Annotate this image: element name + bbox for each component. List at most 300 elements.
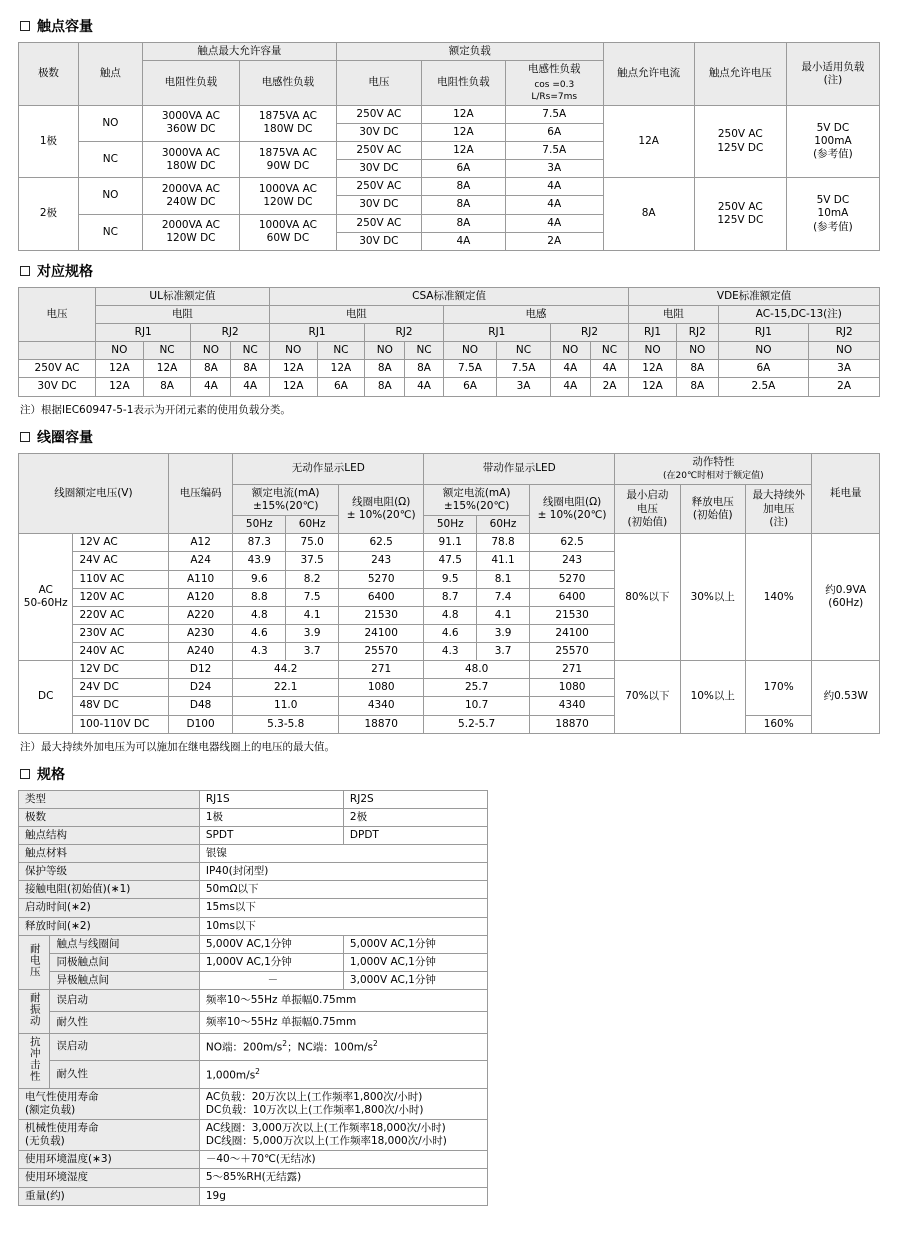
cell-dc-current-led: 10.7	[424, 697, 530, 715]
cell-voltage: 250V AC	[336, 105, 421, 123]
table-row	[19, 178, 880, 196]
cell-value: 12A	[143, 360, 191, 378]
th-no: NO	[365, 342, 405, 360]
th-with-led: 带动作显示LED	[424, 453, 615, 484]
cell-w60: 8.1	[477, 570, 530, 588]
table-header-row	[19, 453, 880, 484]
cell-code: D48	[168, 697, 233, 715]
cell-value: 8A	[365, 378, 405, 396]
cell-inductive: 7.5A	[505, 105, 603, 123]
cell-wres: 271	[529, 661, 614, 679]
spec-value-a: －40〜＋70℃(无结冰)	[199, 1151, 487, 1169]
cell-w60: 78.8	[477, 534, 530, 552]
table-row	[19, 105, 880, 123]
cell-value: 4A	[550, 360, 590, 378]
cell-value: 4A	[405, 378, 443, 396]
section-title-contact-capacity	[20, 16, 882, 36]
table-row	[19, 899, 488, 917]
table-row	[19, 990, 488, 1012]
th-poles: 极数	[19, 43, 79, 106]
spec-label: 电气性使用寿命 (额定负载)	[19, 1088, 200, 1119]
spec-label: 耐久性	[50, 1011, 199, 1033]
th-coil-resistance: 线圈电阻(Ω) ± 10%(20℃)	[529, 484, 614, 533]
spec-value-a: 银镍	[199, 845, 487, 863]
th-min-start-voltage: 最小启动 电压 (初始值)	[615, 484, 680, 533]
table-row	[19, 715, 880, 733]
spec-value-a: 5〜85%RH(无结露)	[199, 1169, 487, 1187]
cell-w60: 41.1	[477, 552, 530, 570]
spec-label: 误启动	[50, 1033, 199, 1061]
cell-nres: 18870	[339, 715, 424, 733]
cell-ind-va: 1875VA AC 180W DC	[239, 105, 336, 141]
cell-voltage: 24V AC	[73, 552, 168, 570]
cell-dc-current: 22.1	[233, 679, 339, 697]
cell-power: 约0.9VA (60Hz)	[812, 534, 880, 661]
cell-w60: 4.1	[477, 606, 530, 624]
th-no: NO	[718, 342, 809, 360]
cell-wres: 62.5	[529, 534, 614, 552]
cell-pole: 2极	[19, 178, 79, 251]
cell-code: A24	[168, 552, 233, 570]
th-50hz: 50Hz	[424, 516, 477, 534]
spec-value-a: －	[199, 971, 343, 989]
th-rj2: RJ2	[676, 324, 718, 342]
th-allow-current: 触点允许电流	[603, 43, 694, 106]
section-title-coil	[20, 427, 882, 447]
th-rj1: RJ1	[718, 324, 809, 342]
cell-value: 12A	[629, 378, 677, 396]
table-row	[19, 360, 880, 378]
table-header-row	[19, 305, 880, 323]
th-rj2: RJ2	[365, 324, 443, 342]
th-operate-label: 动作特性	[692, 455, 735, 468]
bullet-square-icon	[20, 21, 30, 31]
cell-wres: 4340	[529, 697, 614, 715]
cell-dc-current-led: 5.2-5.7	[424, 715, 530, 733]
cell-voltage: 30V DC	[336, 232, 421, 250]
cell-code: A230	[168, 624, 233, 642]
th-rj2: RJ2	[191, 324, 269, 342]
cell-inductive: 3A	[505, 160, 603, 178]
cell-release: 30%以上	[680, 534, 745, 661]
spec-value-b: DPDT	[343, 826, 487, 844]
spec-group-text: 耐电压	[28, 943, 41, 978]
cell-value: 3A	[497, 378, 551, 396]
table-row	[19, 935, 488, 953]
cell-nres: 271	[339, 661, 424, 679]
th-min-load-note: (注)	[823, 73, 843, 86]
cell-n60: 75.0	[286, 534, 339, 552]
cell-max-cont: 140%	[745, 534, 812, 661]
cell-w50: 8.7	[424, 588, 477, 606]
bullet-square-icon	[20, 266, 30, 276]
th-power: 耗电量	[812, 453, 880, 534]
th-operate-sub: (在20℃时相对于额定值)	[663, 470, 764, 481]
cell-nres: 62.5	[339, 534, 424, 552]
table-row	[19, 881, 488, 899]
cell-inductive: 6A	[505, 123, 603, 141]
spec-label: 类型	[19, 790, 200, 808]
section-title-spec	[20, 764, 882, 784]
cell-resistive: 8A	[421, 214, 505, 232]
th-operate-characteristics	[615, 453, 812, 484]
cell-voltage: 24V DC	[73, 679, 168, 697]
cell-value: 12A	[317, 360, 365, 378]
th-contact: 触点	[78, 43, 142, 106]
cell-dc-current-led: 48.0	[424, 661, 530, 679]
cell-code: A220	[168, 606, 233, 624]
th-rated-load: 额定负载	[336, 43, 603, 61]
cell-dc-current: 11.0	[233, 697, 339, 715]
cell-nres: 1080	[339, 679, 424, 697]
th-vde: VDE标准额定值	[629, 287, 880, 305]
cell-dc-current-led: 25.7	[424, 679, 530, 697]
th-no: NO	[96, 342, 144, 360]
cell-n60: 3.9	[286, 624, 339, 642]
cell-voltage: 230V AC	[73, 624, 168, 642]
cell-ind-va: 1000VA AC 120W DC	[239, 178, 336, 214]
cell-resistive: 8A	[421, 196, 505, 214]
spec-group-label	[19, 1033, 50, 1088]
spec-value-a: 50mΩ以下	[199, 881, 487, 899]
cell-res-va: 3000VA AC 180W DC	[142, 142, 239, 178]
cell-ind-va: 1000VA AC 60W DC	[239, 214, 336, 250]
cell-wres: 1080	[529, 679, 614, 697]
th-nc: NC	[143, 342, 191, 360]
cell-wres: 5270	[529, 570, 614, 588]
table-row	[19, 790, 488, 808]
cell-voltage: 12V DC	[73, 661, 168, 679]
cell-nres: 4340	[339, 697, 424, 715]
cell-res-va: 2000VA AC 120W DC	[142, 214, 239, 250]
spec-value-b: 3,000V AC,1分钟	[343, 971, 487, 989]
cell-value: 6A	[443, 378, 497, 396]
table-row	[19, 661, 880, 679]
cell-voltage: 120V AC	[73, 588, 168, 606]
table-row	[19, 808, 488, 826]
th-inductive-sub: cos =0.3 L/Rs=7ms	[505, 78, 603, 105]
cell-nres: 6400	[339, 588, 424, 606]
th-no: NO	[629, 342, 677, 360]
cell-n60: 8.2	[286, 570, 339, 588]
cell-voltage: 220V AC	[73, 606, 168, 624]
spec-label: 机械性使用寿命 (无负载)	[19, 1120, 200, 1151]
cell-power: 约0.53W	[812, 661, 880, 734]
th-ul: UL标准额定值	[96, 287, 270, 305]
table-row	[19, 971, 488, 989]
cell-value: 4A	[231, 378, 269, 396]
th-nc: NC	[497, 342, 551, 360]
spec-value-a: 5,000V AC,1分钟	[199, 935, 343, 953]
table-row	[19, 1061, 488, 1089]
cell-allow-voltage: 250V AC 125V DC	[694, 178, 786, 251]
cell-contact: NC	[78, 214, 142, 250]
cell-resistive: 12A	[421, 123, 505, 141]
table-header-row	[19, 324, 880, 342]
spec-value-a: $1,000m/s^2$	[199, 1061, 487, 1089]
cell-w60: 7.4	[477, 588, 530, 606]
th-nc: NC	[590, 342, 628, 360]
bullet-square-icon	[20, 432, 30, 442]
cell-n50: 4.8	[233, 606, 286, 624]
cell-w50: 4.3	[424, 643, 477, 661]
table-row	[19, 917, 488, 935]
table-row	[19, 845, 488, 863]
cell-allow-current: 8A	[603, 178, 694, 251]
cell-code: D100	[168, 715, 233, 733]
cell-value: 2A	[809, 378, 880, 396]
th-rj1: RJ1	[269, 324, 364, 342]
bullet-square-icon	[20, 769, 30, 779]
th-release-voltage: 释放电压 (初始值)	[680, 484, 745, 533]
spec-label: 异极触点间	[50, 971, 199, 989]
cell-value: 8A	[676, 360, 718, 378]
cell-voltage: 250V AC	[19, 360, 96, 378]
spec-value-b: 1,000V AC,1分钟	[343, 953, 487, 971]
cell-allow-current: 12A	[603, 105, 694, 178]
cell-n60: 7.5	[286, 588, 339, 606]
spec-value-b: RJ2S	[343, 790, 487, 808]
cell-min-load: 5V DC 10mA (参考值)	[786, 178, 879, 251]
th-rj1: RJ1	[443, 324, 550, 342]
th-no: NO	[269, 342, 317, 360]
th-no: NO	[191, 342, 231, 360]
cell-value: 12A	[96, 378, 144, 396]
th-no: NO	[809, 342, 880, 360]
cell-wres: 6400	[529, 588, 614, 606]
spec-label: 触点材料	[19, 845, 200, 863]
cell-w50: 4.8	[424, 606, 477, 624]
cell-inductive: 4A	[505, 196, 603, 214]
cell-voltage: 30V DC	[336, 123, 421, 141]
cell-allow-voltage: 250V AC 125V DC	[694, 105, 786, 178]
spec-value-a: AC线圈：3,000万次以上(工作频率18,000次/小时) DC线圈：5,000万次以上(工作频率18,000次/小时)	[199, 1120, 487, 1151]
spec-group-label	[19, 935, 50, 989]
spec-table	[18, 790, 488, 1206]
cell-w50: 47.5	[424, 552, 477, 570]
cell-pole: 1极	[19, 105, 79, 178]
cell-value: 6A	[317, 378, 365, 396]
spec-value-b: 5,000V AC,1分钟	[343, 935, 487, 953]
cell-res-va: 3000VA AC 360W DC	[142, 105, 239, 141]
cell-code: D12	[168, 661, 233, 679]
cell-code: A120	[168, 588, 233, 606]
cell-code: D24	[168, 679, 233, 697]
cell-inductive: 4A	[505, 178, 603, 196]
th-no: NO	[676, 342, 718, 360]
standards-note: 注）根据IEC60947-5-1表示为开闭元素的使用负载分类。	[20, 403, 291, 416]
cell-wres: 18870	[529, 715, 614, 733]
th-vde-resistance: 电阻	[629, 305, 718, 323]
spec-label: 同极触点间	[50, 953, 199, 971]
th-rj1: RJ1	[629, 324, 677, 342]
th-inductive: 电感性负载	[505, 61, 603, 79]
cell-nres: 243	[339, 552, 424, 570]
th-csa-resistance: 电阻	[269, 305, 443, 323]
table-row	[19, 1187, 488, 1205]
cell-value: 12A	[269, 378, 317, 396]
table-row	[19, 1169, 488, 1187]
cell-resistive: 12A	[421, 105, 505, 123]
cell-max-cont: 170%	[745, 661, 812, 715]
cell-voltage: 250V AC	[336, 178, 421, 196]
th-coil-resistance: 线圈电阻(Ω) ± 10%(20℃)	[339, 484, 424, 533]
contact-capacity-table	[18, 42, 880, 251]
cell-n50: 8.8	[233, 588, 286, 606]
cell-n60: 3.7	[286, 643, 339, 661]
cell-w60: 3.9	[477, 624, 530, 642]
cell-inductive: 7.5A	[505, 142, 603, 160]
cell-release: 10%以上	[680, 661, 745, 734]
cell-code: A12	[168, 534, 233, 552]
th-voltage: 电压	[19, 287, 96, 341]
th-resistive-va: 电阻性负载	[142, 61, 239, 106]
spec-value-a: 1,000V AC,1分钟	[199, 953, 343, 971]
spec-value-a: 10ms以下	[199, 917, 487, 935]
th-nc: NC	[405, 342, 443, 360]
cell-value: 8A	[143, 378, 191, 396]
cell-dc-current: 44.2	[233, 661, 339, 679]
cell-voltage: 250V AC	[336, 214, 421, 232]
spec-label: 使用环境湿度	[19, 1169, 200, 1187]
spec-value-a: 频率10〜55Hz 单振幅0.75mm	[199, 990, 487, 1012]
cell-min-start: 80%以下	[615, 534, 680, 661]
th-resistive: 电阻性负载	[421, 61, 505, 106]
spec-label: 触点结构	[19, 826, 200, 844]
cell-nres: 5270	[339, 570, 424, 588]
cell-value: 7.5A	[443, 360, 497, 378]
spec-value-b: 2极	[343, 808, 487, 826]
cell-min-load: 5V DC 100mA (参考值)	[786, 105, 879, 178]
table-row	[19, 378, 880, 396]
cell-value: 12A	[96, 360, 144, 378]
cell-contact: NC	[78, 142, 142, 178]
cell-group-ac: AC 50-60Hz	[19, 534, 73, 661]
th-rj1: RJ1	[96, 324, 191, 342]
cell-n60: 4.1	[286, 606, 339, 624]
section-title-text: 线圈容量	[37, 429, 93, 446]
th-rated-current: 额定电流(mA) ±15%(20℃)	[233, 484, 339, 515]
table-row	[19, 1120, 488, 1151]
cell-resistive: 12A	[421, 142, 505, 160]
cell-wres: 21530	[529, 606, 614, 624]
cell-wres: 243	[529, 552, 614, 570]
table-row	[19, 1011, 488, 1033]
spec-label: 保护等级	[19, 863, 200, 881]
th-vde-ac15: AC-15,DC-13(注)	[718, 305, 879, 323]
th-allow-voltage: 触点允许电压	[694, 43, 786, 106]
cell-wres: 25570	[529, 643, 614, 661]
table-row	[19, 863, 488, 881]
th-csa-inductance: 电感	[443, 305, 628, 323]
th-coil-rated-voltage: 线圈额定电压(V)	[19, 453, 169, 534]
th-inductive-va: 电感性负载	[239, 61, 336, 106]
table-row	[19, 953, 488, 971]
th-voltage: 电压	[336, 61, 421, 106]
th-50hz: 50Hz	[233, 516, 286, 534]
th-60hz: 60Hz	[477, 516, 530, 534]
th-nc: NC	[231, 342, 269, 360]
cell-value: 7.5A	[497, 360, 551, 378]
cell-voltage: 12V AC	[73, 534, 168, 552]
spec-value-a: 1极	[199, 808, 343, 826]
th-no-led: 无动作显示LED	[233, 453, 424, 484]
coil-note: 注）最大持续外加电压为可以施加在继电器线圈上的电压的最大值。	[20, 740, 335, 753]
standards-table	[18, 287, 880, 397]
th-max-continuous-voltage: 最大持续外 加电压 (注)	[745, 484, 812, 533]
th-nc: NC	[317, 342, 365, 360]
spec-label: 启动时间(∗2)	[19, 899, 200, 917]
th-max-allow: 触点最大允许容量	[142, 43, 336, 61]
cell-voltage: 30V DC	[336, 196, 421, 214]
cell-voltage: 30V DC	[19, 378, 96, 396]
cell-contact: NO	[78, 105, 142, 141]
cell-code: A110	[168, 570, 233, 588]
cell-value: 8A	[231, 360, 269, 378]
th-min-load-label: 最小适用负载	[801, 60, 865, 73]
spec-value-a: 19g	[199, 1187, 487, 1205]
cell-min-start: 70%以下	[615, 661, 680, 734]
spec-group-label	[19, 990, 50, 1034]
spec-label: 释放时间(∗2)	[19, 917, 200, 935]
spec-label: 极数	[19, 808, 200, 826]
spec-value-a: IP40(封闭型)	[199, 863, 487, 881]
th-60hz: 60Hz	[286, 516, 339, 534]
section-title-text: 对应规格	[37, 263, 93, 280]
cell-voltage: 250V AC	[336, 142, 421, 160]
table-header-row	[19, 43, 880, 61]
th-ul-resistance: 电阻	[96, 305, 270, 323]
th-code: 电压编码	[168, 453, 233, 534]
cell-resistive: 8A	[421, 178, 505, 196]
coil-capacity-table	[18, 453, 880, 734]
cell-w50: 91.1	[424, 534, 477, 552]
spec-group-text: 抗冲击性	[28, 1035, 41, 1082]
table-row	[19, 1151, 488, 1169]
cell-n50: 4.6	[233, 624, 286, 642]
spec-group-text: 耐振动	[28, 992, 41, 1027]
cell-resistive: 4A	[421, 232, 505, 250]
cell-value: 8A	[191, 360, 231, 378]
cell-value: 2.5A	[718, 378, 809, 396]
cell-n50: 87.3	[233, 534, 286, 552]
section-title-text: 规格	[37, 766, 65, 783]
cell-value: 12A	[269, 360, 317, 378]
cell-voltage: 110V AC	[73, 570, 168, 588]
th-rated-current: 额定电流(mA) ±15%(20℃)	[424, 484, 530, 515]
spec-value-a: SPDT	[199, 826, 343, 844]
cell-w50: 4.6	[424, 624, 477, 642]
cell-n50: 4.3	[233, 643, 286, 661]
spec-value-a: NO端：$200m/s^2$；NC端：$100m/s^2$	[199, 1033, 487, 1061]
table-header-row	[19, 342, 880, 360]
cell-res-va: 2000VA AC 240W DC	[142, 178, 239, 214]
spec-value-a: RJ1S	[199, 790, 343, 808]
cell-value: 4A	[191, 378, 231, 396]
cell-voltage: 240V AC	[73, 643, 168, 661]
spec-label: 耐久性	[50, 1061, 199, 1089]
cell-max-cont-2: 160%	[745, 715, 812, 733]
cell-value: 4A	[550, 378, 590, 396]
cell-w60: 3.7	[477, 643, 530, 661]
cell-value: 8A	[365, 360, 405, 378]
cell-nres: 21530	[339, 606, 424, 624]
cell-resistive: 6A	[421, 160, 505, 178]
cell-n50: 9.6	[233, 570, 286, 588]
cell-group-dc: DC	[19, 661, 73, 734]
th-blank	[19, 342, 96, 360]
spec-label: 触点与线圈间	[50, 935, 199, 953]
